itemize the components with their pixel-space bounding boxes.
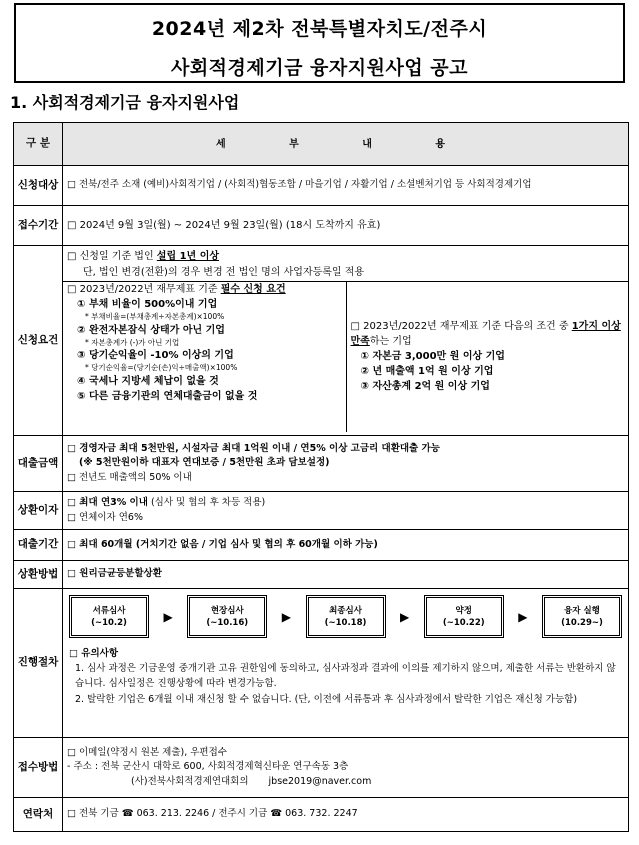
optional-item-3: ③ 자산총계 2억 원 이상 기업 <box>360 381 490 393</box>
arrow-right-icon: ▶ <box>281 609 291 624</box>
row-procedure-label: 진행절차 <box>14 589 63 738</box>
arrow-right-icon: ▶ <box>518 609 528 624</box>
row-requirements <box>14 246 629 436</box>
row-procedure <box>14 589 629 738</box>
optional-head <box>351 319 626 349</box>
step-2-name: 현장심사 <box>210 606 244 616</box>
step-3-date: (~10.18) <box>324 618 367 629</box>
arrow-right-icon: ▶ <box>163 609 173 624</box>
procedure-step-2 <box>187 595 267 638</box>
step-4-date: (~10.22) <box>442 618 485 629</box>
title-line-1: 2024년 제2차 전북특별자치도/전주시 <box>151 18 488 40</box>
amount-line-2: (※ 5천만원이하 대표자 연대보증 / 5천만원 초과 담보설정) <box>79 457 330 469</box>
row-repayment-text: □ 원리금균등분할상환 <box>63 561 629 589</box>
mandatory-item-3: ③ 당기순익율이 -10% 이상의 기업 <box>77 350 234 361</box>
table-header-row <box>14 123 629 166</box>
header-col-category: 구 분 <box>14 123 63 166</box>
row-target-label: 신청대상 <box>14 166 63 206</box>
submission-line-2: - 주소 : 전북 군산시 대학로 600, 사회적경제혁신타운 연구속동 3층 <box>67 761 349 773</box>
row-requirements-content <box>63 246 629 436</box>
submission-email[interactable]: jbse2019@naver.com <box>268 775 372 787</box>
row-submission <box>14 738 629 798</box>
row-period-text: □ 2024년 9월 3일(월) ~ 2024년 9월 23일(월) (18시 도착까지 유효) <box>63 206 629 246</box>
procedure-step-4 <box>424 595 504 638</box>
requirements-line-1 <box>67 249 624 265</box>
mandatory-item-2-note: * 자본총계가 (-)가 아닌 기업 <box>85 337 180 347</box>
section-heading: 1. 사회적경제기금 융자지원사업 <box>10 93 240 112</box>
interest-line-1 <box>67 496 624 510</box>
row-contact <box>14 798 629 832</box>
mandatory-head-bold: 필수 신청 요건 <box>220 284 286 295</box>
optional-head-prefix: □ 2023년/2022년 재무제표 기준 다음의 조건 중 <box>350 321 572 333</box>
row-interest <box>14 492 629 530</box>
procedure-step-1 <box>69 595 149 638</box>
procedure-step-3 <box>306 595 386 638</box>
step-3-name: 최종심사 <box>329 606 362 616</box>
step-1-date: (~10.2) <box>91 618 127 629</box>
row-interest-content <box>63 492 629 530</box>
step-2-date: (~10.16) <box>206 618 249 629</box>
row-term-label: 대출기간 <box>14 530 63 561</box>
row-target-text: □ 전북/전주 소재 (예비)사회적기업 / (사회적)협동조합 / 마을기업 / 자활기업 / 소셜벤처기업 등 사회적경제기업 <box>63 166 629 206</box>
notes-head: □ 유의사항 <box>69 648 118 659</box>
requirements-line-1-bold: 설립 1년 이상 <box>156 251 220 262</box>
mandatory-item-4: ④ 국세나 지방세 체납이 없을 것 <box>77 375 219 387</box>
row-requirements-label: 신청요건 <box>14 246 63 436</box>
row-submission-label: 접수방법 <box>14 738 63 798</box>
row-period <box>14 206 629 246</box>
row-amount <box>14 436 629 492</box>
requirements-subtable <box>63 281 629 432</box>
requirements-general <box>63 246 628 281</box>
amount-line-1: □ 경영자금 최대 5천만원, 시설자금 최대 1억원 이내 / 연5% 이상 고금리 대환대출 가능 <box>67 443 440 455</box>
note-2: 2. 탈락한 기업은 6개월 이내 재신청 할 수 없습니다. (단, 이전에 서류통과 후 심사과정에서 탈락한 기업은 재신청 가능함) <box>75 693 578 705</box>
interest-line-1-bold: □ 최대 연3% 이내 <box>67 497 148 509</box>
procedure-step-5 <box>542 595 622 638</box>
submission-line-1: □ 이메일(약정시 원본 제출), 우편접수 <box>67 747 227 759</box>
step-5-name: 융자 실행 <box>564 606 600 616</box>
main-table <box>13 122 629 832</box>
mandatory-item-1-note: * 부채비율=(부채총계÷자본총계)×100% <box>85 312 225 321</box>
row-amount-label: 대출금액 <box>14 436 63 492</box>
row-interest-label: 상환이자 <box>14 492 63 530</box>
optional-head-bold: 1가지 이상 만족 <box>350 321 621 348</box>
row-repayment-label: 상환방법 <box>14 561 63 589</box>
step-4-name: 약정 <box>455 606 472 616</box>
row-amount-content <box>63 436 629 492</box>
note-1: 1. 심사 과정은 기금운영 중개기관 고유 권한임에 동의하고, 심사과정과 결과에 이의를 제기하지 않으며, 제출한 서류는 반환하지 않습니다. 심사일정은 진행상황에 따라 변경가능함. <box>75 663 616 690</box>
row-term <box>14 530 629 561</box>
row-period-label: 접수기간 <box>14 206 63 246</box>
optional-item-2: ② 년 매출액 1억 원 이상 기업 <box>360 366 494 378</box>
row-repayment <box>14 561 629 589</box>
step-5-date: (10.29~) <box>561 618 603 629</box>
row-contact-label: 연락처 <box>14 798 63 832</box>
step-1-name: 서류심사 <box>92 606 126 616</box>
row-target <box>14 166 629 206</box>
row-contact-text: □ 전북 기금 ☎ 063. 213. 2246 / 전주시 기금 ☎ 063. 732. 2247 <box>63 798 629 832</box>
procedure-flow <box>67 589 624 644</box>
submission-line-3 <box>67 775 624 789</box>
mandatory-head <box>67 282 342 297</box>
row-procedure-content <box>63 589 629 738</box>
title-line-2: 사회적경제기금 융자지원사업 공고 <box>170 57 469 79</box>
submission-org: (사)전북사회적경제연대회의 <box>131 775 249 787</box>
interest-line-2: □ 연체이자 연6% <box>67 511 143 523</box>
header-col-details: 세 부 내 용 <box>63 123 629 166</box>
requirements-line-2: 단, 법인 변경(전환)의 경우 변경 전 법인 명의 사업자등록일 적용 <box>83 266 365 278</box>
interest-line-1-rest: (심사 및 협의 후 차등 적용) <box>147 497 266 509</box>
procedure-notes <box>67 644 624 711</box>
mandatory-item-1: ① 부채 비율이 500%이내 기업 <box>77 299 218 310</box>
requirements-mandatory <box>63 282 346 432</box>
mandatory-item-2: ② 완전자본잠식 상태가 아닌 기업 <box>77 324 225 336</box>
title-box <box>14 3 625 83</box>
amount-line-3: □ 전년도 매출액의 50% 이내 <box>67 471 192 483</box>
requirements-line-1-prefix: □ 신청일 기준 법인 <box>67 251 157 262</box>
optional-item-1: ① 자본금 3,000만 원 이상 기업 <box>360 351 505 363</box>
optional-head-suffix: 하는 기업 <box>369 336 412 348</box>
mandatory-head-prefix: □ 2023년/2022년 재무제표 기준 <box>67 284 221 295</box>
row-term-text: □ 최대 60개월 (거치기간 없음 / 기업 심사 및 협의 후 60개월 이하 가능) <box>63 530 629 561</box>
requirements-optional <box>346 282 629 432</box>
mandatory-item-3-note: * 당기순익율=(당기순(손)익÷매출액)×100% <box>85 363 238 372</box>
arrow-right-icon: ▶ <box>400 609 410 624</box>
row-submission-content <box>63 738 629 798</box>
mandatory-item-5: ⑤ 다른 금융기관의 연체대출금이 없을 것 <box>77 390 258 402</box>
